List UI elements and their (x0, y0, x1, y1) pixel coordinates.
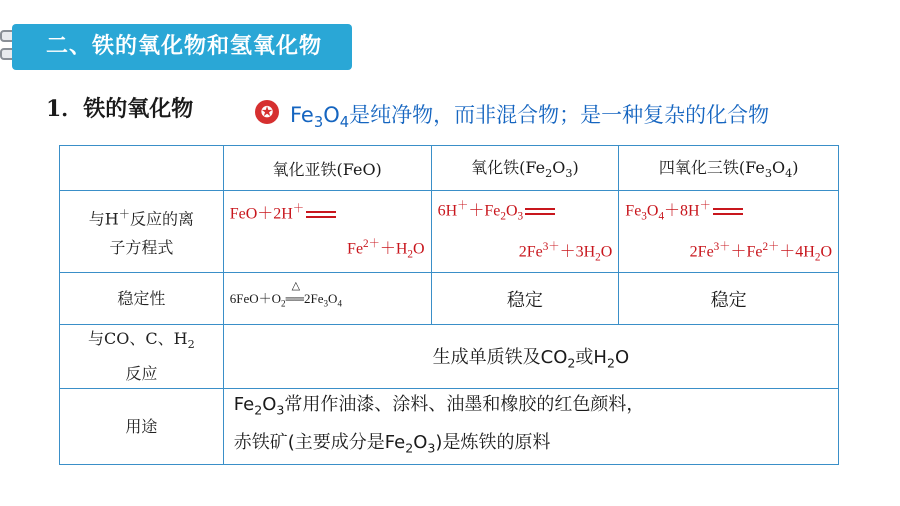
row-label-acid-reaction: 与H＋反应的离 子方程式 (60, 191, 224, 273)
iron-oxides-table (59, 145, 839, 465)
usage-value: $Fe_2O_3$常用作油漆、涂料、油墨和橡胶的红色颜料， 赤铁矿(主要成分是$Fe_2O_3$)是炼铁的原料 (223, 389, 838, 465)
table-header-row (60, 146, 839, 191)
equation-fe3o4: $Fe_3O_4+8H^+$ $2Fe^{3+}+Fe^{2+}+4H_2O$ (619, 191, 839, 273)
star-icon: ✪ (255, 100, 279, 124)
table-row (60, 191, 839, 273)
header-fe3o4: 四氧化三铁$(Fe_3O_4)$ (619, 146, 839, 191)
table-row (60, 325, 839, 389)
section-title: 1．铁的氧化物 (46, 96, 194, 122)
table-row (60, 273, 839, 325)
row-label-reduction: 与CO、C、$H_2$ 反应 (60, 325, 224, 389)
equation-fe2o3: $6H^++Fe_2O_3$ $2Fe^{3+}+3H_2O$ (431, 191, 619, 273)
row-label-usage: 用途 (60, 389, 224, 465)
header-fe2o3: 氧化铁$(Fe_2O_3)$ (431, 146, 619, 191)
row-label-stability: 稳定性 (60, 273, 224, 325)
header-feo: 氧化亚铁(FeO) (223, 146, 431, 191)
stability-fe3o4: 稳定 (619, 273, 839, 325)
stability-fe2o3: 稳定 (431, 273, 619, 325)
stability-feo: $6FeO+O_2$ △ $══2Fe_3O_4$ (223, 273, 431, 325)
header-empty-cell (60, 146, 224, 191)
equation-feo: FeO＋2H＋ $Fe^{2+}+H_2O$ (223, 191, 431, 273)
note-text: $Fe_3O_4$是纯净物，而非混合物；是一种复杂的化合物 (290, 103, 770, 132)
section-banner (12, 24, 352, 70)
table-row (60, 389, 839, 465)
banner-title: 二、铁的氧化物和氢氧化物 (46, 34, 323, 59)
reduction-value: 生成单质铁及$CO_2$或$H_2O$ (223, 325, 838, 389)
